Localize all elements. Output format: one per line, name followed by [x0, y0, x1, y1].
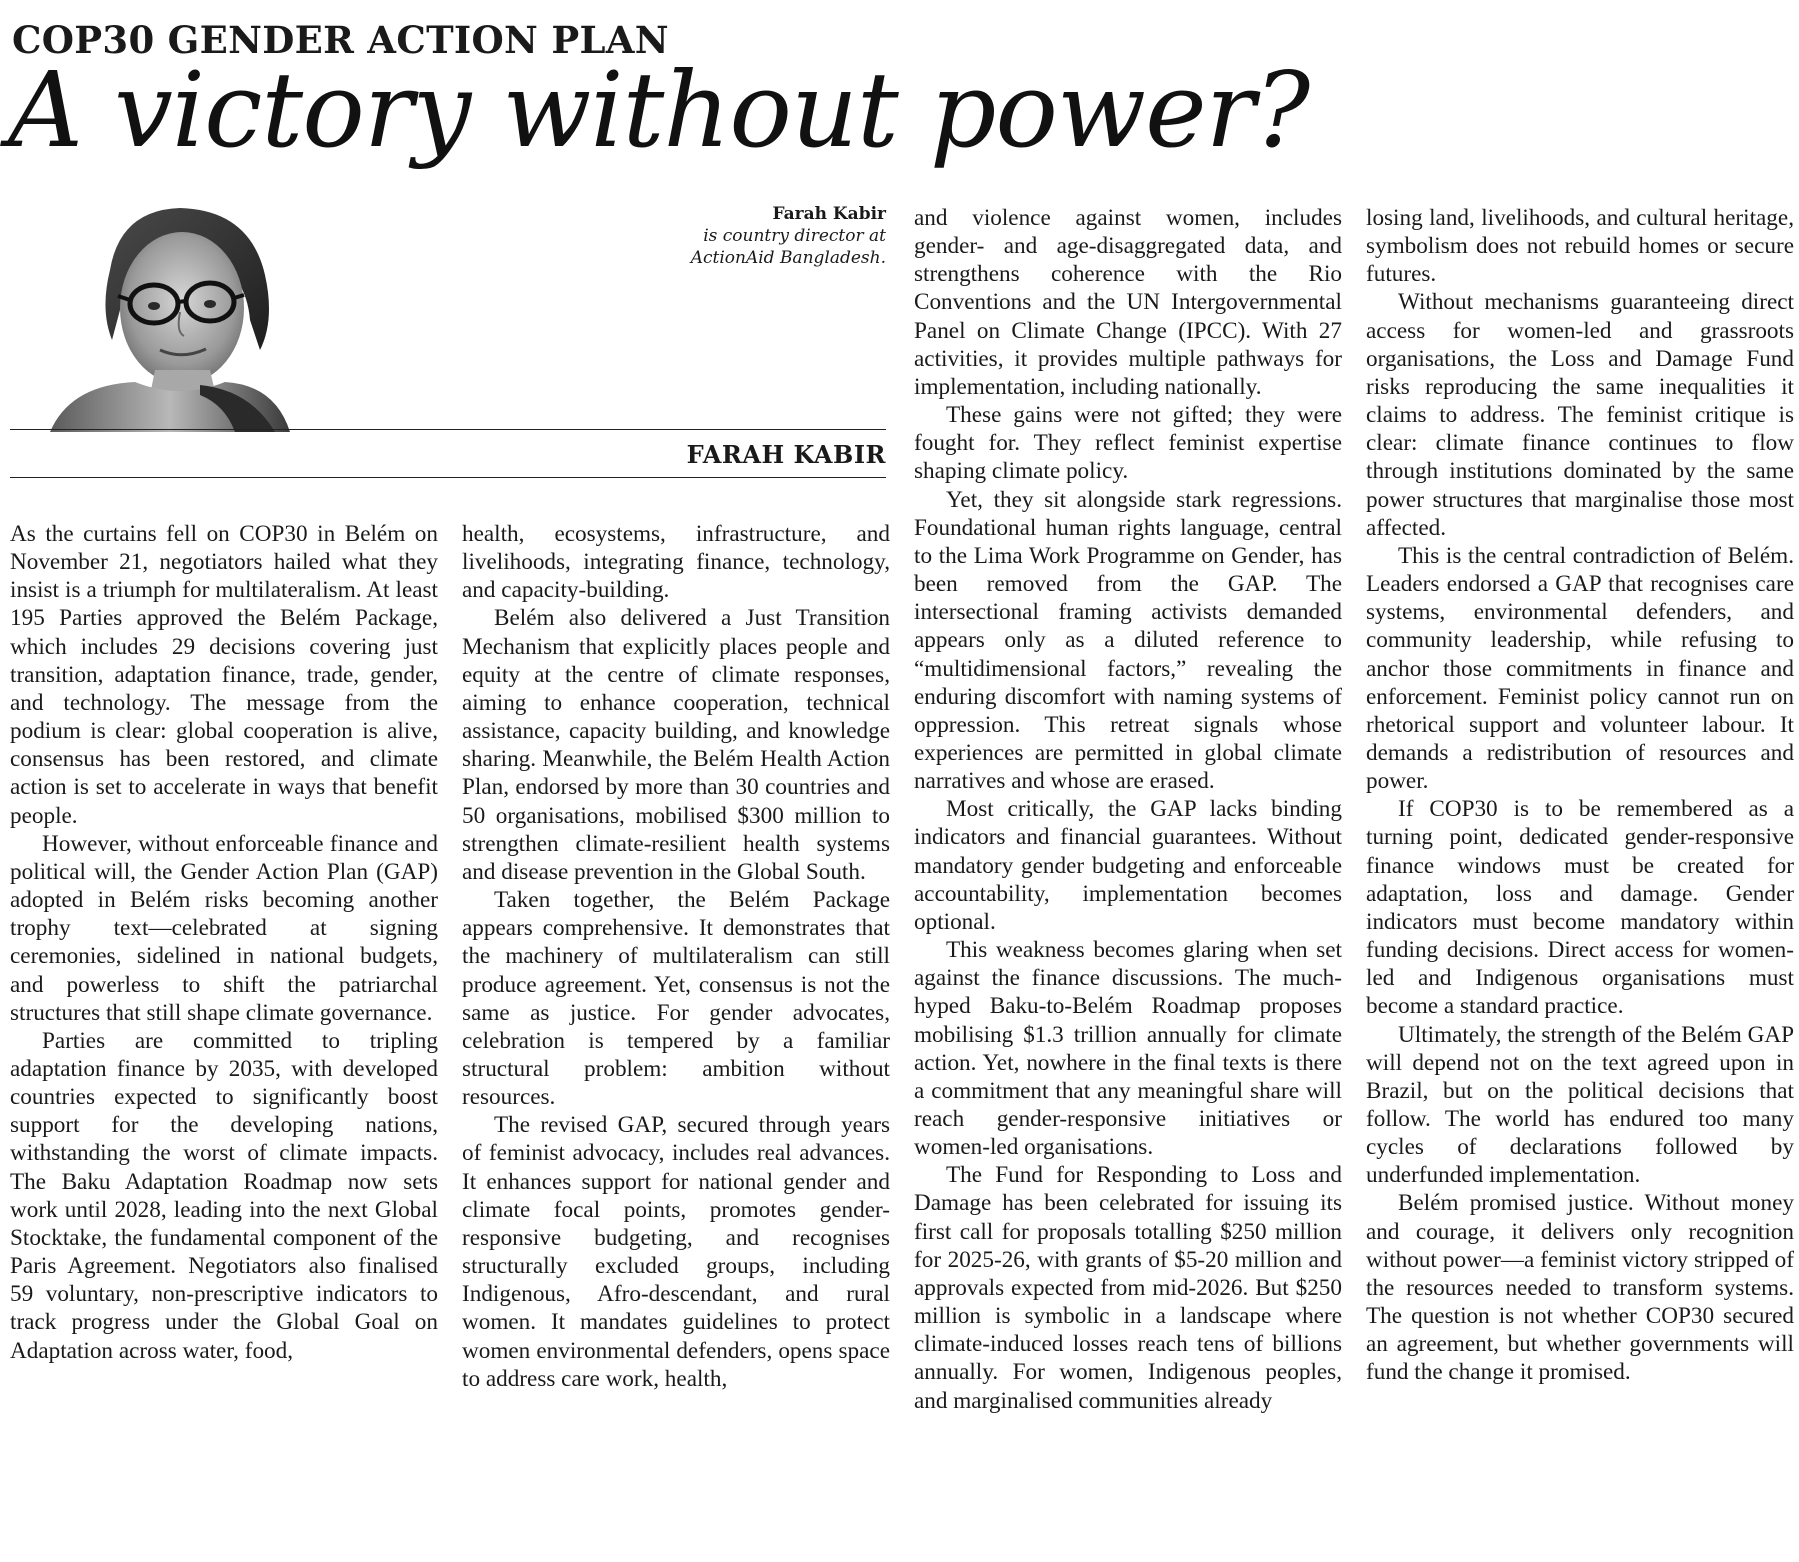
paragraph: These gains were not gifted; they were fought for. They reflect feminist expertise shaping climate policy. — [914, 402, 1342, 485]
paragraph: Belém promised justice. Without money and courage, it delivers only recognition without power—a feminist victory stripped of the resources needed to transform systems. The question is not whether COP30 secured an agreement, but whether governments will fund the change it promised. — [1366, 1190, 1794, 1386]
section-kicker: COP30 GENDER ACTION PLAN — [12, 18, 669, 62]
paragraph: Yet, they sit alongside stark regressions. Foundational human rights language, central to the Lima Work Programme on Gender, has been removed from the GAP. The intersectional framing activists demanded appears only as a diluted reference to “multidimensional factors,” revealing the enduring discomfort with naming systems of oppression. This retreat signals whose experiences are permitted in global climate narratives and whose are erased. — [914, 486, 1342, 795]
paragraph: This weakness becomes glaring when set against the finance discussions. The much-hyped Baku-to-Belém Roadmap proposes mobilising $1.3 trillion annually for climate action. Yet, nowhere in the final texts is there a commitment that any meaningful share will reach gender-responsive initiatives or women-led organisations. — [914, 937, 1342, 1161]
byline: FARAH KABIR — [686, 440, 886, 469]
author-bio — [691, 204, 886, 269]
paragraph: health, ecosystems, infrastructure, and livelihoods, integrating finance, technology, and capacity-building. — [462, 521, 890, 604]
paragraph: The Fund for Responding to Loss and Damage has been celebrated for issuing its first call for proposals totalling $250 million for 2025-26, with grants of $5-20 million and approvals expected from mid-2026. But $250 million is symbolic in a landscape where climate-induced losses reach tens of billions annually. For women, Indigenous peoples, and marginalised communities already — [914, 1162, 1342, 1414]
paragraph: Without mechanisms guaranteeing direct access for women-led and grassroots organisations, the Loss and Damage Fund risks reproducing the same inequalities it claims to address. The feminist critique is clear: climate finance continues to flow through institutions dominated by the same power structures that marginalise those most affected. — [1366, 289, 1794, 541]
paragraph: However, without enforceable finance and political will, the Gender Action Plan (GAP) adopted in Belém risks becoming another trophy text—celebrated at signing ceremonies, sidelined in national budgets, and powerless to shift the patriarchal structures that still shape climate governance. — [10, 830, 438, 1026]
article-column-2 — [462, 520, 890, 1555]
paragraph: The revised GAP, secured through years of feminist advocacy, includes real advances. It enhances support for national gender and climate focal points, promotes gender-responsive budgeting, and recognises structurally excluded groups, including Indigenous, Afro-descendant, and rural women. It mandates guidelines to protect women environmental defenders, opens space to address care work, health, — [462, 1112, 890, 1392]
paragraph: Taken together, the Belém Package appears comprehensive. It demonstrates that the machinery of multilateralism can still produce agreement. Yet, consensus is not the same as justice. For gender advocates, celebration is tempered by a familiar structural problem: ambition without resources. — [462, 887, 890, 1111]
author-bio-name: Farah Kabir — [772, 204, 886, 224]
paragraph: Most critically, the GAP lacks binding indicators and financial guarantees. Without mandatory gender budgeting and enforceable accountability, implementation becomes optional. — [914, 796, 1342, 935]
byline-rule-bottom — [10, 477, 886, 478]
paragraph: As the curtains fell on COP30 in Belém on November 21, negotiators hailed what they insist is a triumph for multilateralism. At least 195 Parties approved the Belém Package, which includes 29 decisions covering just transition, adaptation finance, trade, gender, and technology. The message from the podium is clear: global cooperation is alive, consensus has been restored, and climate action is set to accelerate in ways that benefit people. — [10, 521, 438, 829]
article-column-4 — [1366, 204, 1794, 1556]
author-bio-role: is country director at — [703, 225, 886, 246]
paragraph: If COP30 is to be remembered as a turning point, dedicated gender-responsive finance windows must be created for adaptation, loss and damage. Gender indicators must become mandatory within funding decisions. Direct access for women-led and Indigenous organisations must become a standard practice. — [1366, 796, 1794, 1020]
author-box — [10, 200, 886, 478]
paragraph: This is the central contradiction of Belém. Leaders endorsed a GAP that recognises care systems, environmental defenders, and community leadership, while refusing to anchor those commitments in finance and enforcement. Feminist policy cannot run on rhetorical support and volunteer labour. It demands a redistribution of resources and power. — [1366, 542, 1794, 795]
byline-rule-top — [10, 429, 886, 430]
paragraph: Parties are committed to tripling adaptation finance by 2035, with developed countries expected to significantly boost support for the developing nations, withstanding the worst of climate impacts. The Baku Adaptation Roadmap now sets work until 2028, leading into the next Global Stocktake, the fundamental component of the Paris Agreement. Negotiators also finalised 59 voluntary, non-prescriptive indicators to track progress under the Global Goal on Adaptation across water, food, — [10, 1027, 438, 1364]
paragraph: Ultimately, the strength of the Belém GAP will depend not on the text agreed upon in Brazil, but on the political decisions that follow. The world has endured too many cycles of declarations followed by underfunded implementation. — [1366, 1021, 1794, 1189]
article-headline: A victory without power? — [8, 49, 1310, 171]
paragraph: losing land, livelihoods, and cultural heritage, symbolism does not rebuild homes or secure futures. — [1366, 205, 1794, 288]
paragraph: and violence against women, includes gender- and age-disaggregated data, and strengthens coherence with the Rio Conventions and the UN Intergovernmental Panel on Climate Change (IPCC). With 27 activities, it provides multiple pathways for implementation, including nationally. — [914, 205, 1342, 400]
paragraph: Belém also delivered a Just Transition Mechanism that explicitly places people and equity at the centre of climate responses, aiming to enhance cooperation, technical assistance, capacity building, and knowledge sharing. Meanwhile, the Belém Health Action Plan, endorsed by more than 30 countries and 50 organisations, mobilised $300 million to strengthen climate-resilient health systems and disease prevention in the Global South. — [462, 605, 890, 885]
author-bio-organisation: ActionAid Bangladesh. — [690, 247, 886, 268]
article-column-3 — [914, 204, 1342, 1556]
author-portrait — [50, 200, 290, 432]
article-column-1 — [10, 520, 438, 1555]
